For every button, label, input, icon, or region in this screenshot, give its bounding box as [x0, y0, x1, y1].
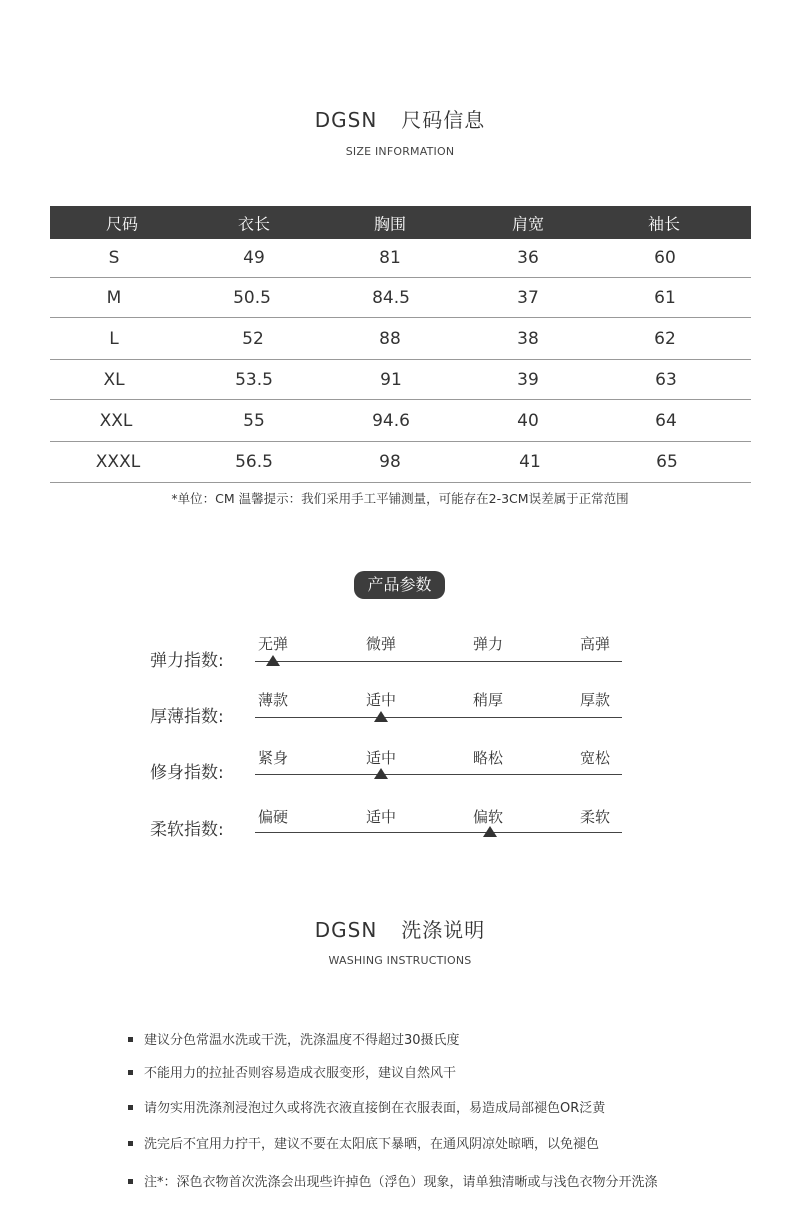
list-item — [128, 1029, 460, 1048]
param-option: 宽松 — [579, 749, 611, 767]
table-cell: 49 — [243, 248, 265, 268]
param-option: 柔软 — [579, 808, 611, 826]
table-row — [50, 442, 751, 483]
params-title: 产品参数 — [354, 571, 445, 599]
table-cell: 62 — [654, 328, 676, 349]
size-table-header — [50, 206, 751, 239]
triangle-marker-icon — [266, 655, 280, 666]
table-row — [50, 239, 751, 278]
param-scale-line — [255, 661, 622, 662]
table-cell: S — [108, 248, 120, 268]
table-cell: 38 — [517, 328, 539, 349]
table-cell: 94.6 — [372, 410, 410, 431]
list-item — [128, 1133, 599, 1152]
wash-text: 不能用力的拉扯否则容易造成衣服变形，建议自然风干 — [144, 1066, 457, 1081]
table-cell: 50.5 — [233, 287, 271, 308]
bullet-icon — [128, 1179, 133, 1184]
param-option: 薄款 — [257, 691, 289, 709]
table-cell: 63 — [655, 369, 677, 390]
table-cell: 81 — [379, 248, 401, 268]
list-item — [128, 1097, 605, 1116]
table-cell: 52 — [242, 328, 264, 349]
wash-text: 洗完后不宜用力拧干，建议不要在太阳底下暴晒，在通风阴凉处晾晒，以免褪色 — [144, 1137, 600, 1152]
param-option: 适中 — [365, 808, 397, 826]
bullet-icon — [128, 1070, 133, 1075]
table-cell: 60 — [654, 248, 676, 268]
param-label: 柔软指数: — [150, 820, 224, 840]
triangle-marker-icon — [374, 768, 388, 779]
table-cell: XXXL — [95, 452, 141, 472]
param-scale-line — [255, 774, 622, 775]
param-option: 略松 — [472, 749, 504, 767]
table-cell: XL — [103, 369, 125, 390]
table-cell: 40 — [517, 410, 539, 431]
list-item — [128, 1171, 658, 1190]
table-cell: 91 — [380, 369, 402, 390]
size-table — [50, 206, 751, 483]
wash-text: 注*：深色衣物首次洗涤会出现些许掉色（浮色）现象，请单独清晰或与浅色衣物分开洗涤 — [144, 1175, 658, 1190]
param-scale-line — [255, 717, 622, 718]
wash-heading — [0, 914, 800, 943]
param-scale-line — [255, 832, 622, 833]
param-label: 弹力指数: — [150, 651, 224, 671]
wash-title: 洗涤说明 — [401, 918, 486, 942]
triangle-marker-icon — [374, 711, 388, 722]
table-cell: 98 — [379, 452, 401, 472]
param-option: 偏硬 — [257, 808, 289, 826]
param-option: 稍厚 — [472, 691, 504, 709]
table-cell: 64 — [655, 410, 677, 431]
size-note: *单位：CM 温馨提示：我们采用手工平铺测量，可能存在2-3CM误差属于正常范围 — [171, 491, 629, 506]
param-option: 无弹 — [257, 635, 289, 653]
header-cell: 袖长 — [647, 214, 681, 233]
param-option: 偏软 — [472, 808, 504, 826]
table-cell: 88 — [379, 328, 401, 349]
table-cell: 55 — [243, 410, 265, 431]
size-heading — [0, 104, 800, 133]
table-cell: XXL — [99, 410, 133, 431]
header-cell: 胸围 — [373, 214, 407, 233]
param-option: 微弹 — [365, 635, 397, 653]
table-cell: 37 — [517, 287, 539, 308]
header-cell: 衣长 — [237, 214, 271, 233]
param-option: 适中 — [365, 691, 397, 709]
header-cell: 尺码 — [105, 214, 139, 233]
size-brand: DGSN — [314, 108, 378, 132]
table-cell: 65 — [656, 452, 678, 472]
table-cell: L — [109, 328, 119, 349]
table-cell: 39 — [517, 369, 539, 390]
size-title: 尺码信息 — [401, 108, 486, 132]
triangle-marker-icon — [483, 826, 497, 837]
table-cell: 56.5 — [235, 452, 273, 472]
bullet-icon — [128, 1105, 133, 1110]
table-cell: 41 — [519, 452, 541, 472]
wash-subtitle: WASHING INSTRUCTIONS — [328, 954, 472, 967]
list-item — [128, 1062, 456, 1081]
param-label: 厚薄指数: — [150, 707, 224, 727]
table-cell: 84.5 — [372, 287, 410, 308]
param-option: 厚款 — [579, 691, 611, 709]
table-cell: 61 — [654, 287, 676, 308]
table-row — [50, 400, 751, 442]
size-subtitle: SIZE INFORMATION — [345, 145, 455, 158]
table-row — [50, 360, 751, 400]
param-option: 适中 — [365, 749, 397, 767]
table-cell: M — [106, 287, 122, 308]
wash-brand: DGSN — [314, 918, 378, 942]
table-cell: 53.5 — [235, 369, 273, 390]
param-option: 弹力 — [472, 635, 504, 653]
bullet-icon — [128, 1037, 133, 1042]
param-option: 高弹 — [579, 635, 611, 653]
header-cell: 肩宽 — [511, 214, 545, 233]
bullet-icon — [128, 1141, 133, 1146]
wash-text: 建议分色常温水洗或干洗，洗涤温度不得超过30摄氏度 — [144, 1033, 460, 1048]
param-option: 紧身 — [257, 749, 289, 767]
table-cell: 36 — [517, 248, 539, 268]
param-label: 修身指数: — [150, 763, 224, 783]
table-row — [50, 278, 751, 318]
table-row — [50, 318, 751, 360]
wash-text: 请勿实用洗涤剂浸泡过久或将洗衣液直接倒在衣服表面，易造成局部褪色OR泛黄 — [144, 1101, 606, 1116]
